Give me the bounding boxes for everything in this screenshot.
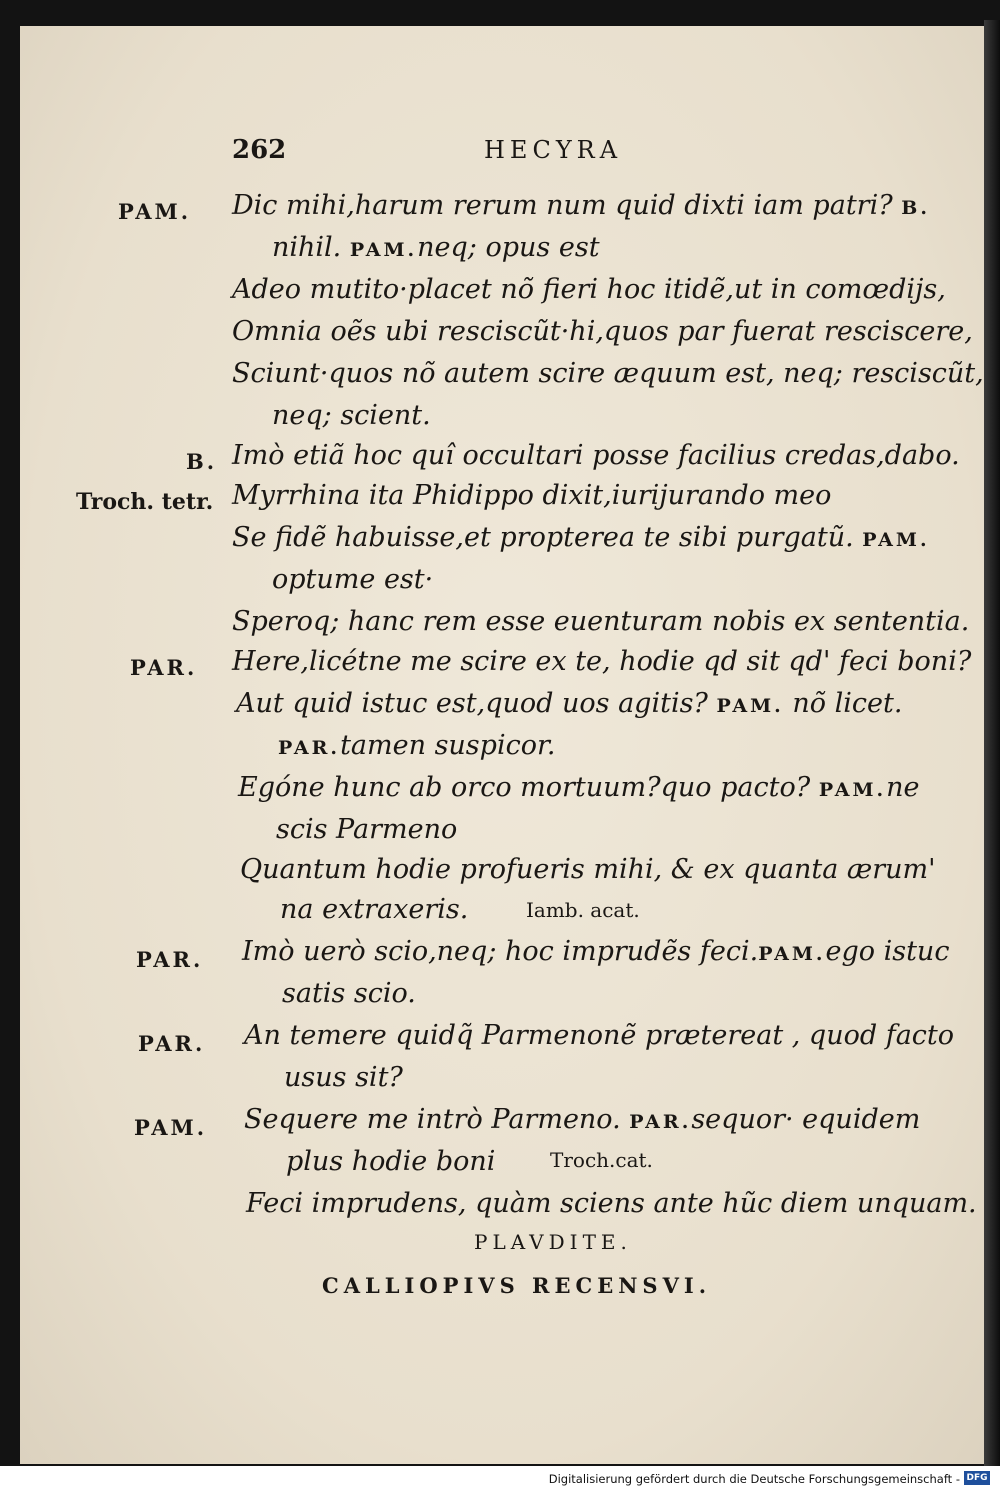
verse-line: Omnia oẽs ubi resciscũt·hi,quos par fuerat resciscere, bbox=[232, 316, 973, 347]
running-title: HECYRA bbox=[484, 136, 623, 164]
recensui-line: CALLIOPIVS RECENSVI. bbox=[322, 1273, 712, 1298]
verse-line: nihil. PAM.neq; opus est bbox=[272, 232, 600, 263]
speaker-label: B. bbox=[186, 449, 218, 474]
meter-note: Iamb. acat. bbox=[526, 898, 640, 922]
verse-line: Se fidẽ habuisse,et propterea te sibi purgatũ. PAM. bbox=[232, 522, 930, 553]
verse-line: Feci imprudens, quàm sciens ante hũc diem unquam. bbox=[246, 1188, 977, 1219]
meter-note: Troch. tetr. bbox=[76, 489, 214, 515]
verse-line: Sequere me intrò Parmeno. PAR.sequor· equidem bbox=[244, 1104, 921, 1135]
verse-line: Speroq; hanc rem esse euenturam nobis ex sententia. bbox=[232, 606, 970, 637]
speaker-label: PAM. bbox=[134, 1115, 208, 1140]
verse-line: Here,licétne me scire ex te, hodie qd sit qd' feci boni? bbox=[232, 646, 972, 677]
verse-line: satis scio. bbox=[282, 978, 416, 1009]
verse-line: Quantum hodie profueris mihi, & ex quanta ærum' bbox=[240, 854, 936, 885]
meter-note: Troch.cat. bbox=[550, 1148, 653, 1172]
plaudite-line: PLAVDITE. bbox=[474, 1230, 632, 1254]
page-number: 262 bbox=[232, 135, 287, 165]
verse-line: PAR.tamen suspicor. bbox=[278, 730, 556, 761]
verse-line: An temere quidq̃ Parmenonẽ prætereat , quod facto bbox=[244, 1020, 955, 1051]
verse-line: na extraxeris. bbox=[280, 894, 469, 925]
verse-line: scis Parmeno bbox=[276, 814, 458, 845]
speaker-label: PAR. bbox=[136, 947, 204, 972]
verse-line: plus hodie boni bbox=[286, 1146, 496, 1177]
verse-line: Adeo mutito·placet nõ fieri hoc itidẽ,ut in comœdijs, bbox=[232, 274, 946, 305]
verse-line: Sciunt·quos nõ autem scire æquum est, neq; resciscũt, bbox=[232, 358, 984, 389]
verse-line: neq; scient. bbox=[272, 400, 431, 431]
verse-line: Aut quid istuc est,quod uos agitis? PAM. nõ licet. bbox=[236, 688, 903, 719]
speaker-label: PAR. bbox=[130, 655, 198, 680]
verse-line: Dic mihi,harum rerum num quid dixti iam patri? B. bbox=[232, 190, 930, 221]
verse-line: Imò uerò scio,neq; hoc imprudẽs feci.PAM.ego istuc bbox=[242, 936, 950, 967]
verse-line: Imò etiã hoc quî occultari posse facilius credas,dabo. bbox=[232, 440, 960, 471]
speaker-label: PAR. bbox=[138, 1031, 206, 1056]
verse-line: Myrrhina ita Phidippo dixit,iurijurando meo bbox=[232, 480, 832, 511]
digitization-footer bbox=[0, 1466, 1000, 1492]
book-edge bbox=[984, 20, 1000, 1470]
dfg-logo: DFG bbox=[964, 1471, 990, 1485]
verse-line: Egóne hunc ab orco mortuum?quo pacto? PAM.ne bbox=[238, 772, 920, 803]
footer-credit: Digitalisierung gefördert durch die Deutsche Forschungsgemeinschaft - bbox=[548, 1472, 960, 1486]
speaker-label: PAM. bbox=[118, 199, 192, 224]
verse-line: optume est· bbox=[272, 564, 434, 595]
verse-line: usus sit? bbox=[284, 1062, 403, 1093]
